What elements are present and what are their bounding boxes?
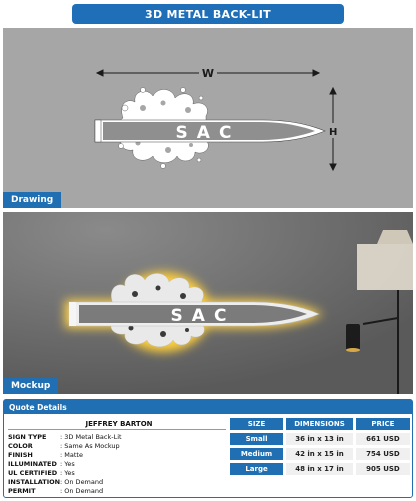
header-price: PRICE bbox=[356, 418, 410, 430]
detail-label: PERMIT bbox=[8, 487, 36, 495]
size-price-table bbox=[230, 418, 410, 478]
size-table-header bbox=[230, 418, 410, 430]
detail-label: FINISH bbox=[8, 451, 33, 459]
detail-value: : 3D Metal Back-Lit bbox=[60, 433, 122, 441]
detail-value: : Yes bbox=[60, 460, 75, 468]
detail-value: : Same As Mockup bbox=[60, 442, 120, 450]
detail-label: COLOR bbox=[8, 442, 33, 450]
detail-row-sign-type bbox=[8, 433, 122, 442]
page-title: 3D METAL BACK-LIT bbox=[72, 4, 344, 24]
size-row-large[interactable] bbox=[230, 463, 410, 475]
mockup-logo-text: SAC bbox=[170, 306, 236, 326]
detail-label: ILLUMINATED bbox=[8, 460, 57, 468]
detail-row-permit bbox=[8, 487, 103, 496]
header-dimensions: DIMENSIONS bbox=[286, 418, 353, 430]
drawing-panel bbox=[3, 28, 413, 208]
size-dimensions: 36 in x 13 in bbox=[286, 433, 353, 445]
quote-details-header: Quote Details bbox=[4, 400, 412, 414]
drawing-tag: Drawing bbox=[3, 192, 61, 208]
detail-value: : Yes bbox=[60, 469, 75, 477]
width-label: W bbox=[201, 67, 215, 80]
detail-value: : Matte bbox=[60, 451, 83, 459]
size-label: Medium bbox=[230, 448, 283, 460]
client-name: JEFFREY BARTON bbox=[85, 420, 153, 428]
size-label: Small bbox=[230, 433, 283, 445]
header-size: SIZE bbox=[230, 418, 283, 430]
drawing-svg bbox=[3, 28, 413, 208]
detail-value: : On Demand bbox=[60, 478, 104, 486]
size-price: 661 USD bbox=[356, 433, 410, 445]
size-dimensions: 42 in x 15 in bbox=[286, 448, 353, 460]
height-label: H bbox=[329, 127, 338, 138]
drawing-logo-text: SAC bbox=[175, 123, 241, 143]
size-dimensions: 48 in x 17 in bbox=[286, 463, 353, 475]
detail-row-installation bbox=[8, 478, 103, 487]
size-price: 905 USD bbox=[356, 463, 410, 475]
detail-row-ul-certified bbox=[8, 469, 75, 478]
client-divider bbox=[8, 429, 226, 430]
detail-value: : On Demand bbox=[60, 487, 104, 495]
mockup-svg bbox=[3, 212, 413, 394]
detail-label: UL CERTIFIED bbox=[8, 469, 58, 477]
mockup-tag: Mockup bbox=[3, 378, 58, 394]
mockup-panel bbox=[3, 212, 413, 394]
detail-label: INSTALLATION bbox=[8, 478, 61, 486]
size-label: Large bbox=[230, 463, 283, 475]
size-row-small[interactable] bbox=[230, 433, 410, 445]
size-row-medium[interactable] bbox=[230, 448, 410, 460]
detail-row-illuminated bbox=[8, 460, 75, 469]
detail-label: SIGN TYPE bbox=[8, 433, 47, 441]
detail-row-color bbox=[8, 442, 120, 451]
quote-details-panel bbox=[3, 399, 413, 498]
detail-row-finish bbox=[8, 451, 83, 460]
size-price: 754 USD bbox=[356, 448, 410, 460]
